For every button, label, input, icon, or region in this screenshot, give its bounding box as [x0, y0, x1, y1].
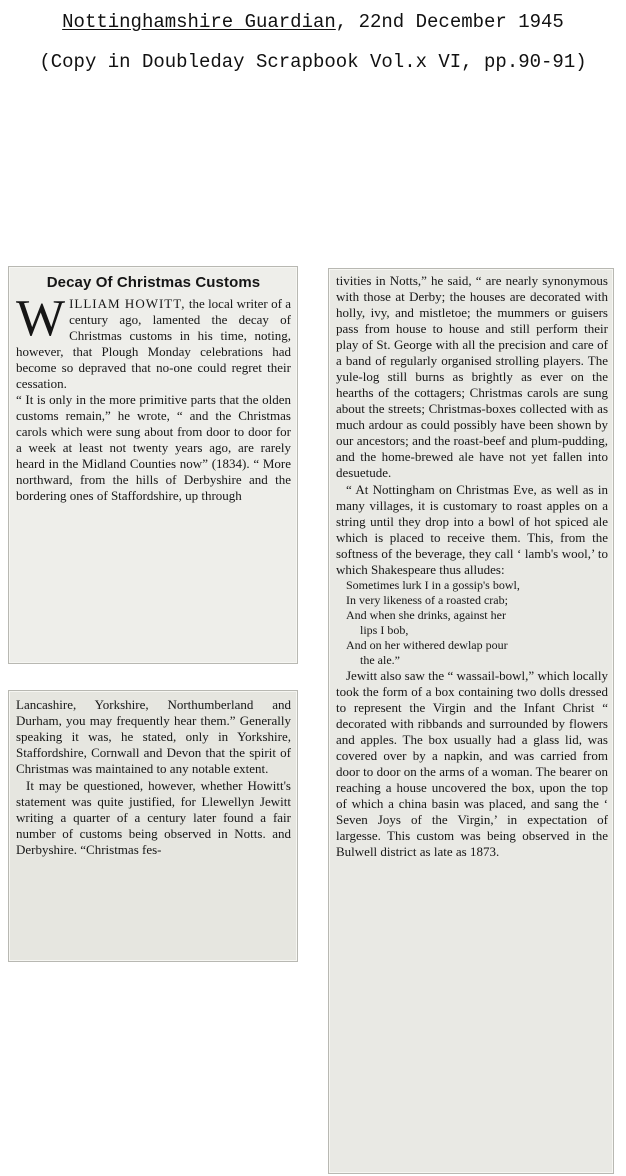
article-paragraph: “ It is only in the more primitive parts that the olden customs remain,” he wrote, “ and the Christmas carols which were sung about from door to door for a week at least not twenty years ago, are rarely heard in the Midland Counties now” (1834). “ More northward, from the hills of Derbyshire and the bordering ones of Staffordshire, up through [16, 392, 291, 503]
lead-name: ILLIAM HOWITT, [69, 296, 186, 311]
clipping-column-3 [328, 268, 614, 1174]
article-paragraph: “ At Nottingham on Christmas Eve, as well as in many villages, it is customary to roast apples on a string until they drop into a bowl of hot spiced ale which is placed to receive them. This, from the softness of the beverage, they call ‘ lamb's wool,’ to which Shakespeare thus alludes: [336, 482, 608, 577]
source-line [0, 10, 626, 34]
clipping-column-2 [8, 690, 298, 962]
drop-cap-letter: W [16, 290, 66, 347]
article-paragraph: tivities in Notts,” he said, “ are nearly synonymous with those at Derby; the houses are decorated with holly, ivy, and mistletoe; the mummers or guisers pass from house to house and still perform their play of St. George with all the precision and care of a band of regularly organised strolling players. The yule-log still burns as brightly as ever on the hearths of the cottagers; Christmas carols are sung about the streets; Christmas-boxes collected with as much ardour as could possibly have been shown by our ancestors; and the roast-beef and plum-pudding, and the home-brewed ale have not yet fallen into desuetude. [336, 273, 608, 480]
article-paragraph: Lancashire, Yorkshire, Northumberland and Durham, you may frequently hear them.” Generally speaking it was, he stated, only in Yorkshire, Staffordshire, Cornwall and Devon that the spirit of Christmas was maintained to any notable extent. [16, 697, 291, 776]
article-paragraph: Jewitt also saw the “ wassail-bowl,” which locally took the form of a box containing two dolls dressed to represent the Virgin and the Infant Christ “ decorated with ribbands and surrounded by flowers and apples. The box usually had a glass lid, was covered over by a napkin, and was carried from door to door on the arms of a woman. The bearer on reaching a house uncovered the box, upon the top of which a china basin was placed, and sang the ‘ Seven Joys of the Virgin,’ in expectation of largesse. This custom was being observed in the Bulwell district as late as 1873. [336, 668, 608, 859]
verse-line: And when she drinks, against her [346, 608, 506, 622]
newspaper-date: , 22nd December 1945 [335, 11, 564, 33]
article-lead [16, 290, 292, 392]
verse-line: And on her withered dewlap pour [346, 638, 508, 652]
verse-line: Sometimes lurk I in a gossip's bowl, [346, 578, 520, 592]
scrapbook-reference: (Copy in Doubleday Scrapbook Vol.x VI, pp.90-91) [39, 51, 587, 73]
verse-line: the ale.” [360, 653, 400, 667]
verse-line: In very likeness of a roasted crab; [346, 593, 508, 607]
newspaper-title: Nottinghamshire Guardian [62, 11, 336, 33]
clipping-column-1 [8, 266, 298, 664]
lead-paragraph: the local writer of a century ago, lamented the decay of Christmas customs in his time, noting, however, that Plough Monday celebrations had become so depraved that no-one could regret their cessation. [16, 296, 292, 391]
verse-line: lips I bob, [360, 623, 409, 637]
article-paragraph: It may be questioned, however, whether Howitt's statement was quite justified, for Llewellyn Jewitt writing a quarter of a century later found a fair number of customs being observed in Notts. and Derbyshire. “Christmas fes- [16, 778, 291, 857]
shakespeare-verse [336, 578, 608, 668]
article-headline: Decay Of Christmas Customs [46, 274, 261, 291]
